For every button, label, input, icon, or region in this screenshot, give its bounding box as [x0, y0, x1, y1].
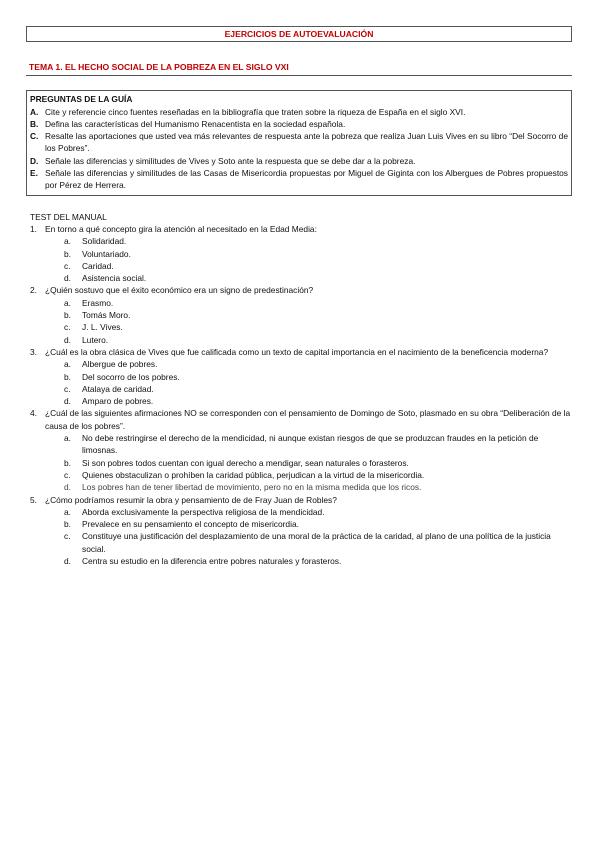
option-text: Tomás Moro.: [82, 310, 131, 321]
option-text: Constituye una justificación del desplazamiento de una moral de la práctica de la caridad, al plano de una política de la justicia social.: [82, 531, 551, 554]
answer-option: [26, 248, 572, 260]
option-letter: b.: [64, 248, 71, 259]
answer-option: [26, 506, 572, 518]
guide-question-text: Defina las características del Humanismo Renacentista en la sociedad española.: [45, 118, 346, 129]
option-letter: b.: [64, 371, 71, 382]
guide-question-text: Señale las diferencias y similitudes de las Casas de Misericordia propuestas por Miguel de Giginta con los Albergues de Pobres propuestos por Pérez de Herrera.: [45, 168, 568, 191]
question-number: 2.: [30, 285, 37, 296]
guide-question-letter: C.: [30, 131, 39, 142]
test-question: [26, 346, 572, 358]
option-letter: b.: [64, 310, 71, 321]
option-letter: b.: [64, 519, 71, 530]
option-letter: a.: [64, 433, 71, 444]
guide-question: [30, 130, 568, 155]
option-text: Voluntariado.: [82, 248, 131, 259]
option-letter: d.: [64, 273, 71, 284]
option-text: Asistencia social.: [82, 273, 147, 284]
question-text: En torno a qué concepto gira la atención al necesitado en la Edad Media:: [45, 223, 317, 234]
option-text: Los pobres han de tener libertad de movimiento, pero no en la misma medida que los ricos.: [82, 482, 422, 493]
answer-option: [26, 383, 572, 395]
guide-question-letter: B.: [30, 118, 39, 129]
document-title: EJERCICIOS DE AUTOEVALUACIÓN: [224, 28, 374, 39]
answer-option: [26, 260, 572, 272]
test-question: [26, 223, 572, 235]
option-letter: d.: [64, 396, 71, 407]
question-number: 5.: [30, 494, 37, 505]
option-text: Amparo de pobres.: [82, 396, 154, 407]
option-text: Aborda exclusivamente la perspectiva religiosa de la mendicidad.: [82, 506, 325, 517]
guide-question-text: Cite y referencie cinco fuentes reseñadas en la bibliografía que traten sobre la riqueza de España en el siglo XVI.: [45, 106, 466, 117]
guide-question: [30, 167, 568, 192]
option-letter: a.: [64, 297, 71, 308]
answer-option: [26, 395, 572, 407]
answer-option: [26, 457, 572, 469]
option-text: Quienes obstaculizan o prohíben la caridad pública, perjudican a la virtud de la misericordia.: [82, 469, 425, 480]
guide-question-letter: E.: [30, 168, 38, 179]
document-page: [26, 26, 572, 567]
option-text: Atalaya de caridad.: [82, 383, 154, 394]
guide-question: [30, 155, 568, 167]
question-text: ¿Cómo podríamos resumir la obra y pensamiento de de Fray Juan de Robles?: [45, 494, 337, 505]
answer-option: [26, 321, 572, 333]
question-text: ¿Cuál de las siguientes afirmaciones NO se corresponden con el pensamiento de Domingo de Soto, plasmado en su obra “Deliberación de la causa de los pobres”.: [45, 408, 571, 431]
question-text: ¿Cuál es la obra clásica de Vives que fue calificada como un texto de capital importancia en el nacimiento de la beneficencia moderna?: [45, 346, 549, 357]
answer-option: [26, 297, 572, 309]
guide-question: [30, 118, 568, 130]
question-text: ¿Quién sostuvo que el éxito económico era un signo de predestinación?: [45, 285, 314, 296]
option-text: No debe restringirse el derecho de la mendicidad, ni aunque existan riesgos de que se produzcan fraudes en la petición de limosnas.: [82, 433, 539, 456]
answer-option: [26, 530, 572, 555]
answer-option: [26, 309, 572, 321]
answer-option: [26, 469, 572, 481]
option-letter: d.: [64, 482, 71, 493]
guide-questions-box: [26, 90, 572, 195]
option-text: J. L. Vives.: [82, 322, 123, 333]
answer-option: [26, 358, 572, 370]
answer-option: [26, 518, 572, 530]
guide-question-text: Señale las diferencias y similitudes de Vives y Soto ante la respuesta que se debe dar a la pobreza.: [45, 155, 416, 166]
option-letter: d.: [64, 555, 71, 566]
test-question: [26, 284, 572, 296]
option-letter: a.: [64, 506, 71, 517]
option-letter: d.: [64, 334, 71, 345]
option-letter: c.: [64, 322, 71, 333]
option-letter: c.: [64, 531, 71, 542]
answer-option: [26, 235, 572, 247]
option-text: Centra su estudio en la diferencia entre pobres naturales y forasteros.: [82, 555, 342, 566]
test-question: [26, 494, 572, 506]
option-text: Solidaridad.: [82, 236, 127, 247]
option-letter: c.: [64, 383, 71, 394]
test-heading: TEST DEL MANUAL: [30, 211, 107, 222]
answer-option: [26, 432, 572, 457]
option-letter: a.: [64, 359, 71, 370]
guide-heading: PREGUNTAS DE LA GUÍA: [30, 94, 133, 105]
option-text: Albergue de pobres.: [82, 359, 158, 370]
question-number: 1.: [30, 223, 37, 234]
option-letter: c.: [64, 260, 71, 271]
guide-question-text: Resalte las aportaciones que usted vea más relevantes de respuesta ante la pobreza que realiza Juan Luis Vives en su libro “Del Socorro de los Pobres”.: [45, 131, 568, 154]
option-text: Si son pobres todos cuentan con igual derecho a mendigar, sean naturales o forasteros.: [82, 457, 409, 468]
option-text: Caridad.: [82, 260, 114, 271]
question-number: 4.: [30, 408, 37, 419]
option-letter: c.: [64, 469, 71, 480]
option-text: Del socorro de los pobres.: [82, 371, 180, 382]
option-text: Erasmo.: [82, 297, 114, 308]
guide-question-letter: A.: [30, 106, 39, 117]
guide-question-letter: D.: [30, 155, 39, 166]
question-number: 3.: [30, 346, 37, 357]
option-letter: a.: [64, 236, 71, 247]
option-letter: b.: [64, 457, 71, 468]
test-question: [26, 407, 572, 432]
answer-option: [26, 371, 572, 383]
topic-heading: TEMA 1. EL HECHO SOCIAL DE LA POBREZA EN EL SIGLO VXI: [26, 61, 572, 76]
answer-option: [26, 481, 572, 493]
option-text: Lutero.: [82, 334, 109, 345]
answer-option: [26, 334, 572, 346]
option-text: Prevalece en su pensamiento el concepto de misericordia.: [82, 519, 299, 530]
answer-option: [26, 272, 572, 284]
guide-question: [30, 106, 568, 118]
answer-option: [26, 555, 572, 567]
document-title-box: [26, 26, 572, 42]
